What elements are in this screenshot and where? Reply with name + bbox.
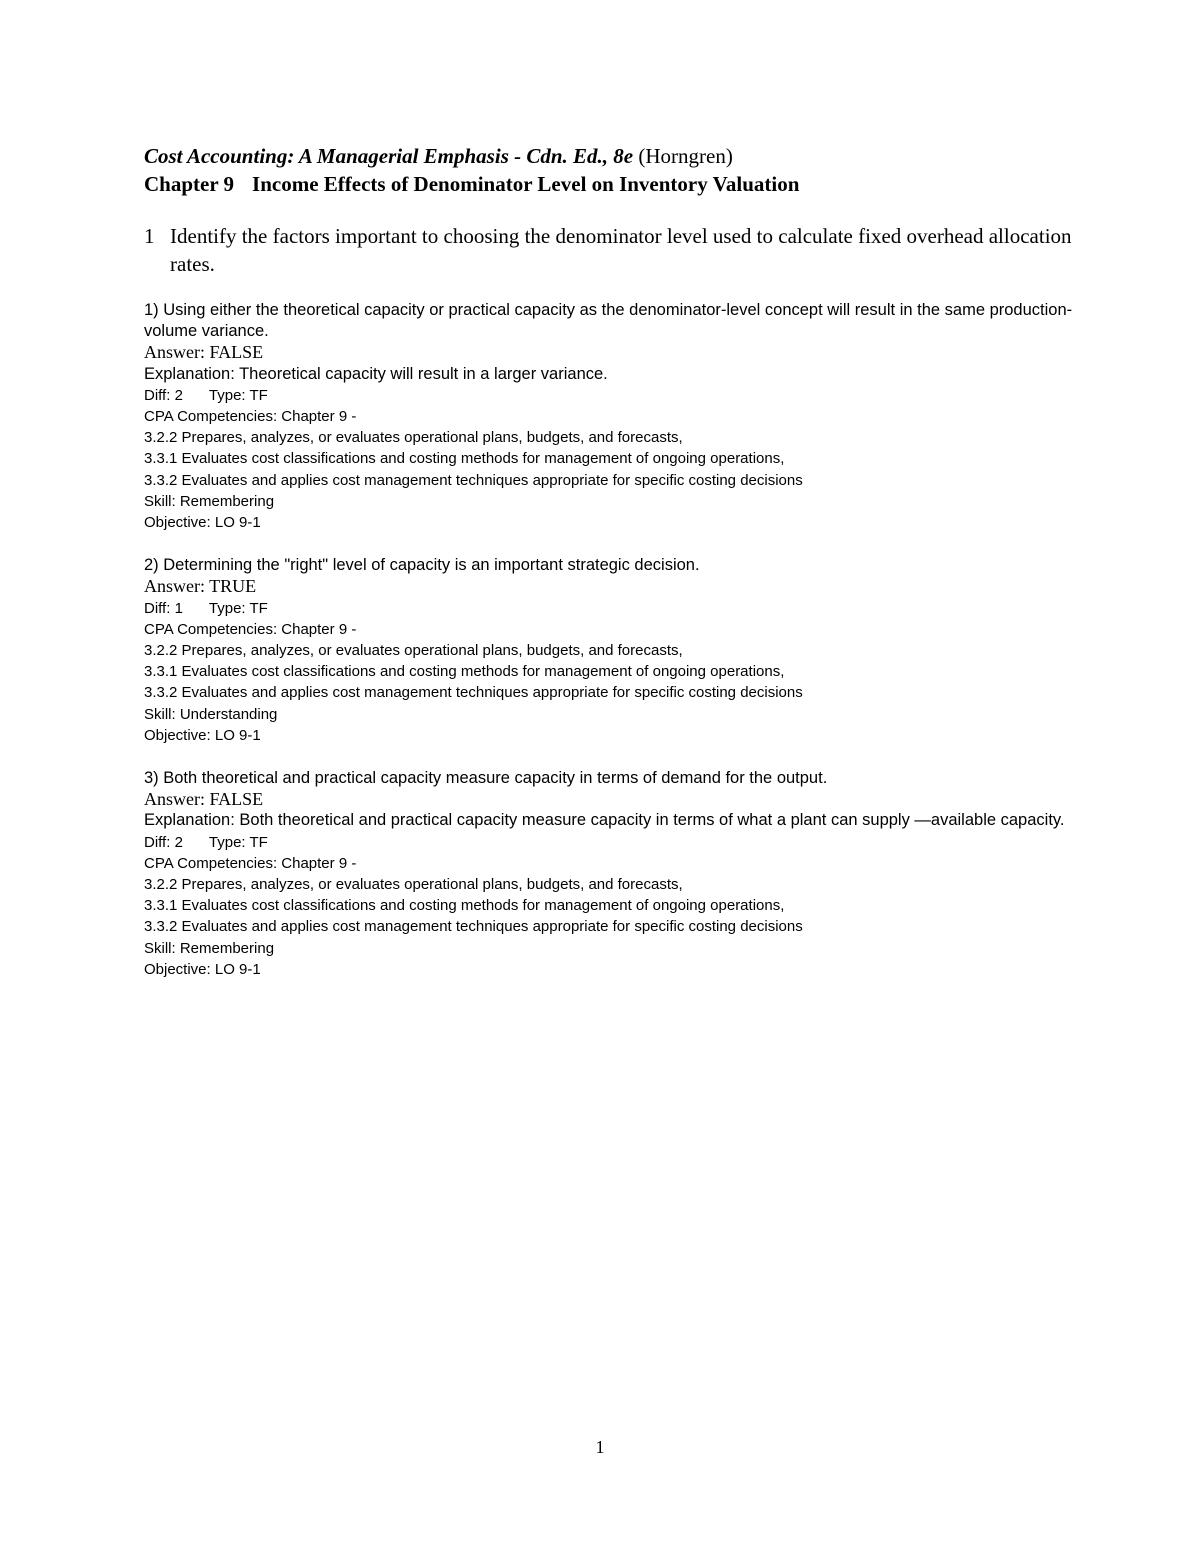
question-diff: Diff: 1 xyxy=(144,599,183,617)
question-objective: Objective: LO 9-1 xyxy=(144,960,261,978)
chapter-heading xyxy=(144,170,1074,198)
question-stem: 2) Determining the "right" level of capacity is an important strategic decision. xyxy=(144,556,700,575)
book-title-line xyxy=(144,142,1074,170)
question-type: Type: TF xyxy=(208,599,268,617)
chapter-label: Chapter 9 xyxy=(144,172,235,196)
question-competency: 3.2.2 Prepares, analyzes, or evaluates operational plans, budgets, and forecasts, xyxy=(144,429,683,447)
question-skill: Skill: Remembering xyxy=(144,939,275,957)
learning-objective xyxy=(144,222,1074,278)
question-competency: 3.3.1 Evaluates cost classifications and costing methods for management of ongoing operations, xyxy=(144,663,785,681)
question-2 xyxy=(144,555,1074,746)
question-objective: Objective: LO 9-1 xyxy=(144,514,261,532)
question-answer: Answer: TRUE xyxy=(144,576,257,597)
question-1 xyxy=(144,300,1074,533)
question-stem: 1) Using either the theoretical capacity or practical capacity as the denominator-level concept will result in the same production-volume variance. xyxy=(144,301,1073,341)
question-skill: Skill: Understanding xyxy=(144,705,278,723)
question-diff-type xyxy=(144,832,1074,853)
question-explanation: Explanation: Both theoretical and practical capacity measure capacity in terms of what a plant can supply —available capacity. xyxy=(144,811,1065,830)
question-competency: 3.3.1 Evaluates cost classifications and costing methods for management of ongoing operations, xyxy=(144,897,785,915)
book-title: Cost Accounting: A Managerial Emphasis - Cdn. Ed., 8e xyxy=(144,144,634,168)
question-explanation: Explanation: Theoretical capacity will result in a larger variance. xyxy=(144,364,608,383)
chapter-title: Income Effects of Denominator Level on Inventory Valuation xyxy=(252,172,800,196)
question-cpa: CPA Competencies: Chapter 9 - xyxy=(144,408,357,426)
question-objective: Objective: LO 9-1 xyxy=(144,726,261,744)
question-competency: 3.3.2 Evaluates and applies cost management techniques appropriate for specific costing decisions xyxy=(144,918,803,936)
question-diff-type xyxy=(144,385,1074,406)
page-number: 1 xyxy=(595,1437,605,1457)
question-competency: 3.3.2 Evaluates and applies cost management techniques appropriate for specific costing decisions xyxy=(144,684,803,702)
question-competency: 3.2.2 Prepares, analyzes, or evaluates operational plans, budgets, and forecasts, xyxy=(144,876,683,894)
book-author: (Horngren) xyxy=(633,144,733,168)
question-3 xyxy=(144,768,1074,980)
question-competency: 3.3.1 Evaluates cost classifications and costing methods for management of ongoing operations, xyxy=(144,450,785,468)
learning-objective-text: Identify the factors important to choosing the denominator level used to calculate fixed overhead allocation rates. xyxy=(170,224,1072,276)
question-stem: 3) Both theoretical and practical capacity measure capacity in terms of demand for the output. xyxy=(144,769,828,788)
question-answer: Answer: FALSE xyxy=(144,789,264,810)
question-diff-type xyxy=(144,598,1074,619)
question-diff: Diff: 2 xyxy=(144,833,183,851)
learning-objective-number: 1 xyxy=(144,224,155,248)
page-content xyxy=(144,142,1074,980)
question-competency: 3.3.2 Evaluates and applies cost management techniques appropriate for specific costing decisions xyxy=(144,471,803,489)
question-cpa: CPA Competencies: Chapter 9 - xyxy=(144,620,357,638)
question-competency: 3.2.2 Prepares, analyzes, or evaluates operational plans, budgets, and forecasts, xyxy=(144,642,683,660)
question-cpa: CPA Competencies: Chapter 9 - xyxy=(144,854,357,872)
question-skill: Skill: Remembering xyxy=(144,492,275,510)
question-type: Type: TF xyxy=(208,833,268,851)
question-diff: Diff: 2 xyxy=(144,386,183,404)
question-type: Type: TF xyxy=(208,386,268,404)
question-answer: Answer: FALSE xyxy=(144,342,264,363)
